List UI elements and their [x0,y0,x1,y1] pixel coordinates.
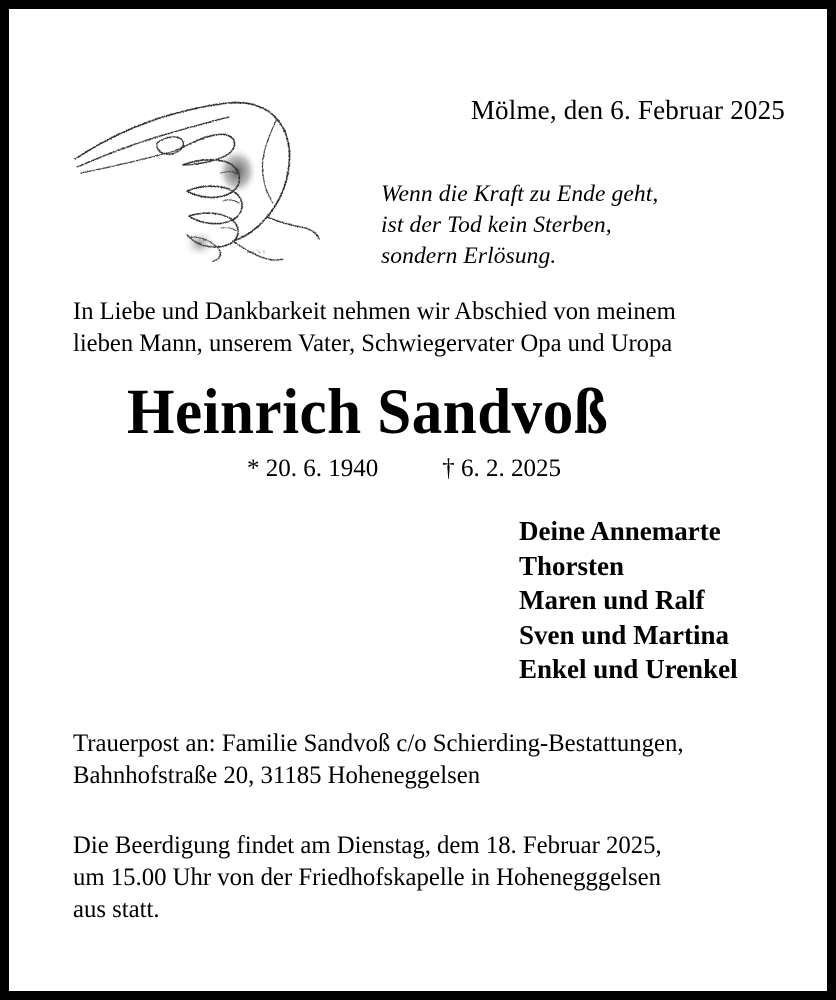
funeral-line: aus statt. [73,894,160,923]
address-line: Bahnhofstraße 20, 31185 Hoheneggelsen [73,760,481,789]
survivor-line: Sven und Martina [519,619,730,650]
funeral-line: Die Beerdigung findet am Dienstag, dem 18. Februar 2025, [73,830,662,859]
notice-inner [9,9,827,991]
clasped-hands-sketch-icon [71,87,321,267]
funeral-line: um 15.00 Uhr von der Friedhofskapelle in Hohenegggelsen [73,862,662,891]
condolence-address [73,727,684,791]
verse-line: sondern Erlösung. [381,243,557,269]
verse [381,179,658,272]
survivor-line: Maren und Ralf [519,585,705,615]
intro-text [73,295,676,359]
verse-line: ist der Tod kein Sterben, [381,212,612,238]
intro-line: lieben Mann, unserem Vater, Schwiegervater Opa und Uropa [73,328,673,357]
birth-date: * 20. 6. 1940 [247,455,379,482]
life-dates [247,455,561,483]
funeral-details [73,829,662,925]
deceased-name: Heinrich Sandvoß [127,376,609,448]
survivor-line: Thorsten [519,550,625,581]
survivor-line: Deine Annemarte [519,516,721,546]
address-line: Trauerpost an: Familie Sandvoß c/o Schierding-Bestattungen, [73,728,684,757]
intro-line: In Liebe und Dankbarkeit nehmen wir Abschied von meinem [73,296,676,325]
survivors-list [519,514,738,687]
death-date: † 6. 2. 2025 [442,455,561,482]
survivor-line: Enkel und Urenkel [519,654,738,684]
verse-line: Wenn die Kraft zu Ende geht, [381,181,659,207]
dateline: Mölme, den 6. Februar 2025 [470,95,785,125]
